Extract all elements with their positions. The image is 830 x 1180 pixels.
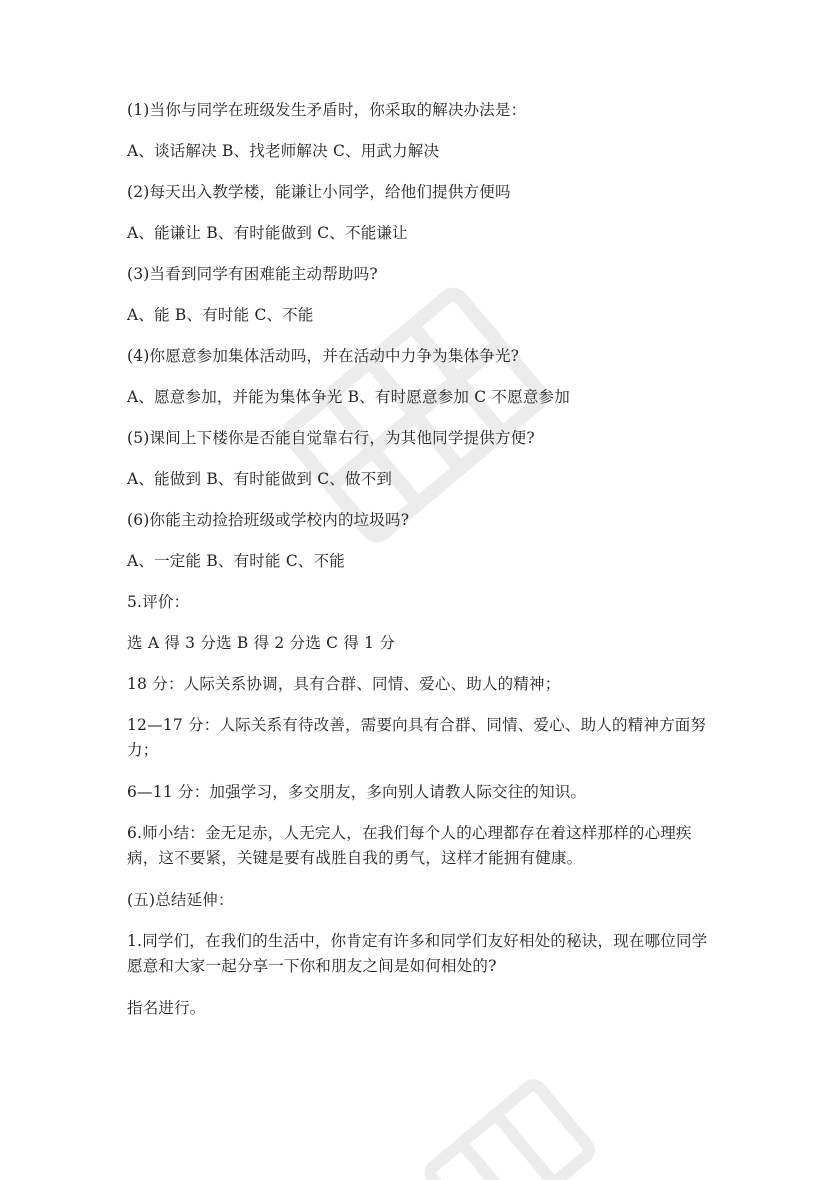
watermark-logo-bottom xyxy=(400,1060,600,1180)
question-6: (6)你能主动捡拾班级或学校内的垃圾吗? xyxy=(127,511,410,529)
score-band-6-11: 6—11 分：加强学习，多交朋友，多向别人请教人际交往的知识。 xyxy=(127,783,587,801)
evaluation-heading: 5.评价： xyxy=(127,593,190,611)
section-five-heading: (五)总结延伸： xyxy=(127,891,234,909)
closing-note: 指名进行。 xyxy=(127,999,206,1017)
question-1: (1)当你与同学在班级发生矛盾时，你采取的解决办法是： xyxy=(127,101,527,119)
score-band-12-17: 12—17 分：人际关系有待改善，需要向具有合群、同情、爱心、助人的精神方面努力； xyxy=(127,716,707,759)
scoring-rule: 选 A 得 3 分选 B 得 2 分选 C 得 1 分 xyxy=(127,634,396,652)
question-4-options: A、愿意参加，并能为集体争光 B、有时愿意参加 C 不愿意参加 xyxy=(127,388,570,406)
question-3-options: A、能 B、有时能 C、不能 xyxy=(127,306,314,324)
question-2-options: A、能谦让 B、有时能做到 C、不能谦让 xyxy=(127,224,408,242)
question-3: (3)当看到同学有困难能主动帮助吗? xyxy=(127,265,378,283)
question-1-options: A、谈话解决 B、找老师解决 C、用武力解决 xyxy=(127,142,440,160)
question-4: (4)你愿意参加集体活动吗，并在活动中力争为集体争光? xyxy=(127,347,520,365)
score-band-18: 18 分：人际关系协调，具有合群、同情、爱心、助人的精神； xyxy=(127,675,561,693)
question-5: (5)课间上下楼你是否能自觉靠右行，为其他同学提供方便? xyxy=(127,429,535,447)
question-2: (2)每天出入教学楼，能谦让小同学，给他们提供方便吗 xyxy=(127,183,511,201)
teacher-summary: 6.师小结：金无足赤，人无完人，在我们每个人的心理都存在着这样那样的心理疾病，这不要紧，关键是要有战胜自我的勇气，这样才能拥有健康。 xyxy=(127,824,692,867)
document-body xyxy=(127,98,712,1037)
question-5-options: A、能做到 B、有时能做到 C、做不到 xyxy=(127,470,393,488)
question-6-options: A、一定能 B、有时能 C、不能 xyxy=(127,552,345,570)
extension-question: 1.同学们，在我们的生活中，你肯定有许多和同学们友好相处的秘诀，现在哪位同学愿意和大家一起分享一下你和朋友之间是如何相处的? xyxy=(127,932,708,975)
